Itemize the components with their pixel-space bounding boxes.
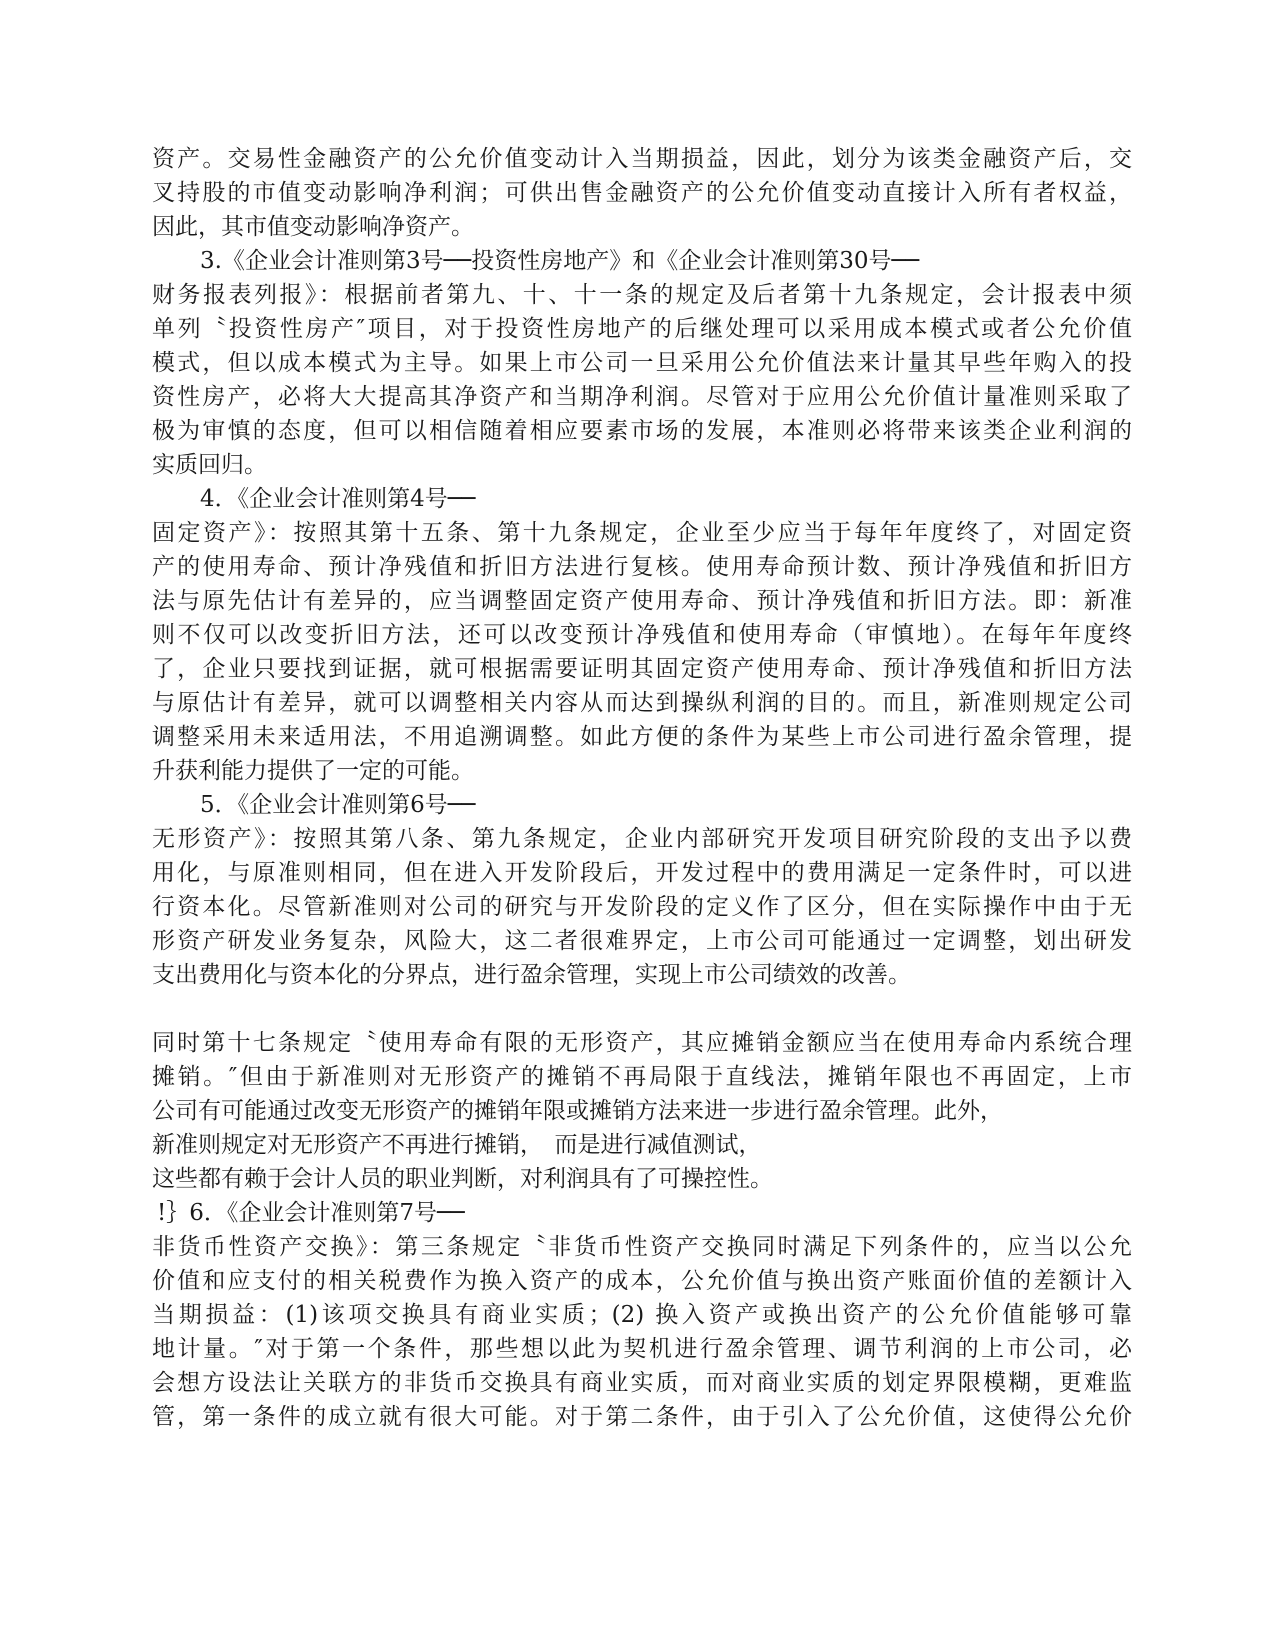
section-heading: 5．《企业会计准则第6号── <box>200 792 476 818</box>
text-line: 则不仅可以改变折旧方法，还可以改变预计净残值和使用寿命（审慎地）。在每年年度终 <box>152 622 1132 648</box>
text-line: 升获利能力提供了一定的可能。 <box>152 758 474 784</box>
text-line: 固定资产》：按照其第十五条、第十九条规定，企业至少应当于每年年度终了，对固定资 <box>152 520 1132 546</box>
text-line: 形资产研发业务复杂，风险大，这二者很难界定，上市公司可能通过一定调整，划出研发 <box>152 928 1132 954</box>
text-line: 管，第一条件的成立就有很大可能。对于第二条件，由于引入了公允价值，这使得公允价 <box>152 1404 1132 1430</box>
text-line: 单列〝投资性房产″项目，对于投资性房地产的后继处理可以采用成本模式或者公允价值 <box>152 316 1132 342</box>
text-line: 叉持股的市值变动影响净利润；可供出售金融资产的公允价值变动直接计入所有者权益， <box>152 180 1132 206</box>
text-line: 非货币性资产交换》：第三条规定〝非货币性资产交换同时满足下列条件的，应当以公允 <box>152 1234 1132 1260</box>
text-line: 同时第十七条规定〝使用寿命有限的无形资产，其应摊销金额应当在使用寿命内系统合理 <box>152 1030 1132 1056</box>
text-line: 因此，其市值变动影响净资产。 <box>152 214 474 240</box>
text-line: 行资本化。尽管新准则对公司的研究与开发阶段的定义作了区分，但在实际操作中由于无 <box>152 894 1132 920</box>
text-line: 摊销。″但由于新准则对无形资产的摊销不再局限于直线法，摊销年限也不再固定，上市 <box>152 1064 1132 1090</box>
text-line: 与原估计有差异，就可以调整相关内容从而达到操纵利润的目的。而且，新准则规定公司 <box>152 690 1132 716</box>
text-line: 法与原先估计有差异的，应当调整固定资产使用寿命、预计净残值和折旧方法。即：新准 <box>152 588 1132 614</box>
text-line: 实质回归。 <box>152 452 267 478</box>
text-line: 极为审慎的态度，但可以相信随着相应要素市场的发展，本准则必将带来该类企业利润的 <box>152 418 1132 444</box>
text-line: 地计量。″对于第一个条件，那些想以此为契机进行盈余管理、调节利润的上市公司，必 <box>152 1336 1132 1362</box>
text-line: 用化，与原准则相同，但在进入开发阶段后，开发过程中的费用满足一定条件时，可以进 <box>152 860 1132 886</box>
section-heading: 4．《企业会计准则第4号── <box>200 486 476 512</box>
text-line: 公司有可能通过改变无形资产的摊销年限或摊销方法来进一步进行盈余管理。此外， <box>152 1098 1003 1124</box>
text-line: 资性房产，必将大大提高其净资产和当期净利润。尽管对于应用公允价值计量准则采取了 <box>152 384 1132 410</box>
text-line: 无形资产》：按照其第八条、第九条规定，企业内部研究开发项目研究阶段的支出予以费 <box>152 826 1132 852</box>
text-line: 了，企业只要找到证据，就可根据需要证明其固定资产使用寿命、预计净残值和折旧方法 <box>152 656 1132 682</box>
text-line: 价值和应支付的相关税费作为换入资产的成本，公允价值与换出资产账面价值的差额计入 <box>152 1268 1132 1294</box>
text-line: 当期损益：(1)该项交换具有商业实质；(2) 换入资产或换出资产的公允价值能够可靠 <box>152 1302 1132 1328</box>
text-line: 调整采用未来适用法，不用追溯调整。如此方便的条件为某些上市公司进行盈余管理，提 <box>152 724 1132 750</box>
text-line: 产的使用寿命、预计净残值和折旧方法进行复核。使用寿命预计数、预计净残值和折旧方 <box>152 554 1132 580</box>
text-line: 资产。交易性金融资产的公允价值变动计入当期损益，因此，划分为该类金融资产后，交 <box>152 146 1132 172</box>
text-line: 这些都有赖于会计人员的职业判断，对利润具有了可操控性。 <box>152 1166 773 1192</box>
text-line: 财务报表列报》：根据前者第九、十、十一条的规定及后者第十九条规定，会计报表中须 <box>152 282 1132 308</box>
text-line: 模式，但以成本模式为主导。如果上市公司一旦采用公允价值法来计量其早些年购入的投 <box>152 350 1132 376</box>
text-line: 会想方设法让关联方的非货币交换具有商业实质，而对商业实质的划定界限模糊，更难监 <box>152 1370 1132 1396</box>
section-heading: 3.《企业会计准则第3号──投资性房地产》和《企业会计准则第30号── <box>200 248 920 274</box>
text-line: 新准则规定对无形资产不再进行摊销， 而是进行减值测试， <box>152 1132 762 1158</box>
section-heading: !｝6．《企业会计准则第7号── <box>157 1200 465 1226</box>
text-line: 支出费用化与资本化的分界点，进行盈余管理，实现上市公司绩效的改善。 <box>152 962 911 988</box>
